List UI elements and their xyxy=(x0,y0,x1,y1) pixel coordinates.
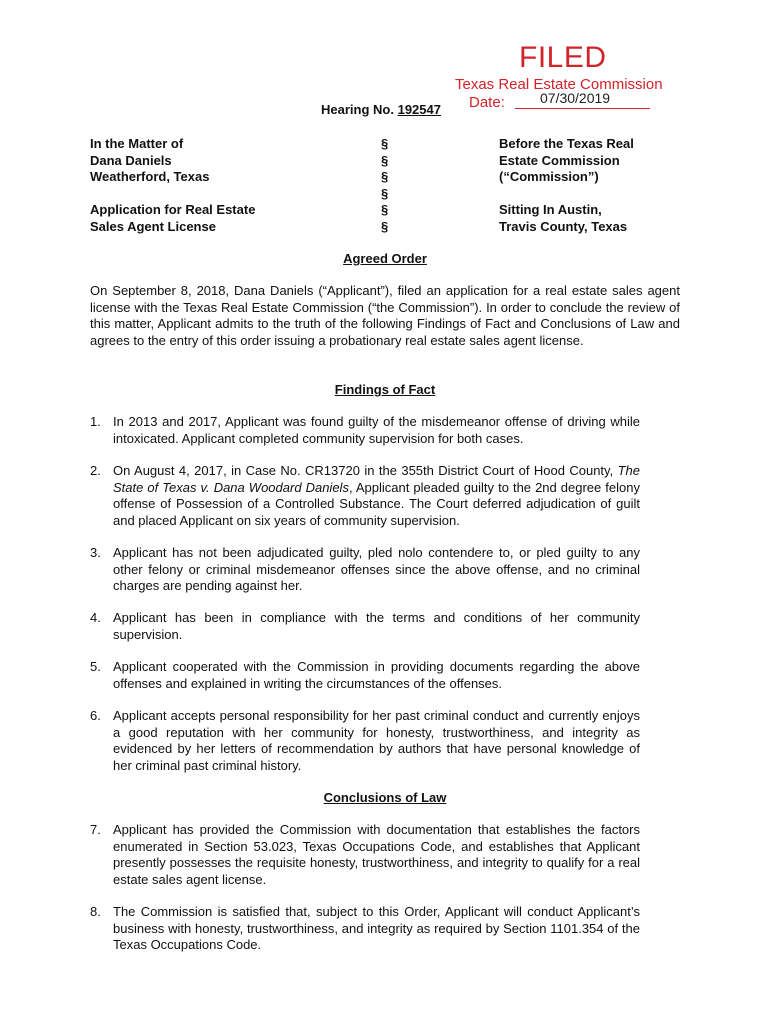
case-name: The State of Texas v. Dana Woodard Daniels xyxy=(113,463,640,495)
item-number: 6. xyxy=(90,708,101,723)
caption-left-line xyxy=(90,186,350,203)
item-text: Applicant has not been adjudicated guilty, pled nolo contendere to, or pled guilty to any other felony or criminal misdemeanor offenses since the above offense, and no criminal charges are pending against her. xyxy=(113,545,640,593)
hearing-label: Hearing No. xyxy=(321,102,394,117)
section-mark: § xyxy=(381,169,389,184)
item-text: Applicant has been in compliance with the terms and conditions of her community supervision. xyxy=(113,610,640,642)
caption-left-line: Weatherford, Texas xyxy=(90,169,210,184)
agreed-order-intro: On September 8, 2018, Dana Daniels (“Applicant”), filed an application for a real estate sales agent license with the Texas Real Estate Commission (“the Commission”). In order to conclude the review of this matter, Applicant admits to the truth of the following Findings of Fact and Conclusions of Law and agrees to the entry of this order issuing a probationary real estate sales agent license. xyxy=(90,283,680,348)
item-text: Applicant accepts personal responsibility for her past criminal conduct and currently enjoys a good reputation with her community for honesty, trustworthiness, and integrity as evidenced by her letters of recommendation by authors that have personal knowledge of her criminal past criminal history. xyxy=(113,708,640,773)
filed-stamp-title: FILED xyxy=(519,41,607,74)
caption-tribunal xyxy=(499,136,699,235)
item-text-before: On August 4, 2017, in Case No. CR13720 in the 355th District Court of Hood County, xyxy=(113,463,618,478)
item-number: 1. xyxy=(90,414,101,429)
item-number: 4. xyxy=(90,610,101,625)
caption-left-line: Application for Real Estate xyxy=(90,202,256,217)
caption-left-line: Sales Agent License xyxy=(90,218,216,234)
caption-matter xyxy=(90,136,350,235)
item-number: 8. xyxy=(90,904,101,919)
item-text: Applicant has provided the Commission with documentation that establishes the factors enumerated in Section 53.023, Texas Occupations Code, and establishes that Applicant presently possesses the requisite honesty, trustworthiness, and integrity to qualify for a real estate sales agent license. xyxy=(113,822,640,887)
caption-right-line xyxy=(499,186,699,203)
item-number: 7. xyxy=(90,822,101,837)
item-text: In 2013 and 2017, Applicant was found guilty of the misdemeanor offense of driving while intoxicated. Applicant completed community supervision for both cases. xyxy=(113,414,640,446)
finding-item xyxy=(90,414,640,447)
item-text xyxy=(113,463,640,529)
finding-item xyxy=(90,463,640,529)
caption-left-line: Dana Daniels xyxy=(90,152,172,168)
caption-left-line: In the Matter of xyxy=(90,136,184,151)
item-number: 5. xyxy=(90,659,101,674)
section-mark: § xyxy=(381,202,389,217)
hearing-number xyxy=(321,102,441,117)
caption-right-line: Sitting In Austin, xyxy=(499,202,602,217)
caption-right-line: Estate Commission xyxy=(499,152,620,168)
caption-right-line: Before the Texas Real xyxy=(499,136,634,151)
finding-item xyxy=(90,545,640,595)
agreed-order-heading: Agreed Order xyxy=(343,251,427,266)
item-text: Applicant cooperated with the Commission in providing documents regarding the above offenses and explained in writing the circumstances of the offenses. xyxy=(113,659,640,691)
hearing-number-value: 192547 xyxy=(397,102,441,117)
findings-of-fact-heading: Findings of Fact xyxy=(334,382,436,397)
caption-section-marks xyxy=(381,136,401,235)
caption-right-line: (“Commission”) xyxy=(499,169,599,184)
item-text-after: , Applicant pleaded guilty to the 2nd degree felony offense of Possession of a Controlled Substance. The Court deferred adjudication of guilt and placed Applicant on six years of community supervision. xyxy=(113,479,640,528)
finding-item xyxy=(90,708,640,774)
item-number: 2. xyxy=(90,463,101,478)
finding-item xyxy=(90,610,640,643)
conclusions-of-law-heading: Conclusions of Law xyxy=(323,790,447,805)
item-text: The Commission is satisfied that, subject to this Order, Applicant will conduct Applicant’s business with honesty, trustworthiness, and integrity as required by Section 1101.354 of the Texas Occupations Code. xyxy=(113,904,640,952)
filed-stamp-date-line xyxy=(515,108,650,109)
section-mark: § xyxy=(381,152,389,168)
section-mark: § xyxy=(381,136,389,151)
filed-stamp-agency: Texas Real Estate Commission xyxy=(455,76,663,93)
filed-stamp-date-value: 07/30/2019 xyxy=(540,90,611,106)
section-mark: § xyxy=(381,185,389,201)
finding-item xyxy=(90,659,640,692)
section-mark: § xyxy=(381,218,389,234)
caption-right-line: Travis County, Texas xyxy=(499,218,628,234)
item-number: 3. xyxy=(90,545,101,560)
conclusion-item xyxy=(90,904,640,954)
conclusion-item xyxy=(90,822,640,888)
filed-stamp-date-label: Date: xyxy=(469,94,505,111)
